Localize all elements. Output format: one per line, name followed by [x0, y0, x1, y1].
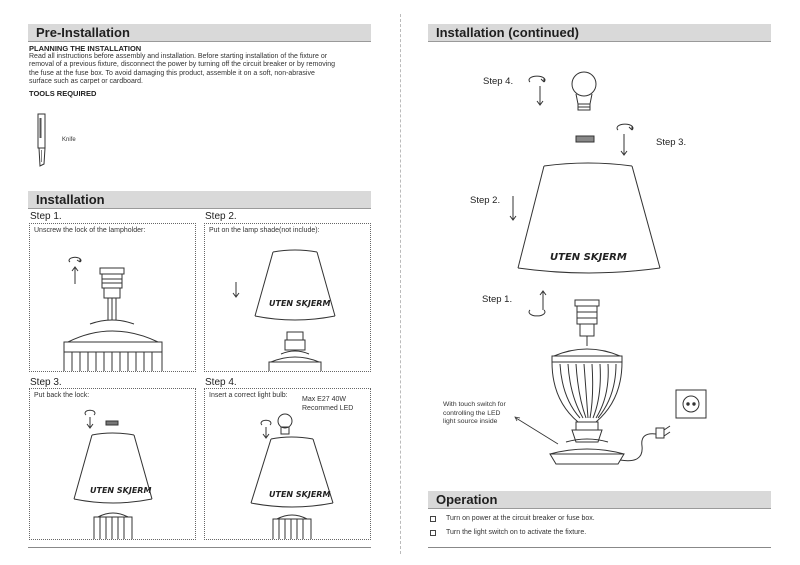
step2-shade-text: UTEN SKJERM: [269, 299, 331, 308]
operation-header: [428, 491, 771, 509]
touch-switch-note: [443, 401, 506, 427]
touch-note-line: With touch switch for: [443, 401, 506, 408]
step4-label: Insert a correct light bulb:: [209, 392, 288, 399]
step3-label: Put back the lock:: [34, 392, 90, 399]
step2-title: Step 2.: [205, 211, 237, 222]
step4-note-line2: Recommed LED: [302, 405, 354, 412]
cont-step3-title: Step 3.: [656, 137, 687, 148]
step3-title: Step 3.: [30, 377, 62, 388]
planning-line: Read all instructions before assembly and installation. Before starting installation of the fixture or: [29, 53, 328, 60]
installation-title: Installation: [36, 192, 105, 207]
step4-panel: [204, 388, 371, 540]
pre-installation-title: Pre-Installation: [36, 25, 130, 40]
installation-continued-title: Installation (continued): [436, 25, 579, 40]
knife-label: Knife: [62, 137, 76, 143]
step2-shade-illustration: [205, 224, 371, 372]
cont-step2-title: Step 2.: [470, 195, 501, 206]
step4-shade-text: UTEN SKJERM: [269, 490, 331, 499]
planning-line: surface such as carpet or cardboard.: [29, 77, 144, 85]
page-divider: [400, 14, 401, 554]
checkbox-icon: [430, 516, 436, 522]
tools-title: TOOLS REQUIRED: [29, 89, 97, 98]
step2-panel: [204, 223, 371, 372]
step1-label: Unscrew the lock of the lampholder:: [34, 227, 146, 234]
checkbox-icon: [430, 530, 436, 536]
installation-header: [28, 191, 371, 209]
operation-item: [430, 529, 586, 536]
planning-text: [29, 53, 374, 86]
step3-shade-text: UTEN SKJERM: [90, 486, 152, 495]
operation-item-text: Turn the light switch on to activate the fixture.: [446, 529, 587, 536]
cont-step4-title: Step 4.: [483, 76, 514, 87]
operation-title: Operation: [436, 492, 498, 507]
step2-label: Put on the lamp shade(not include):: [209, 227, 320, 234]
step3-lock-illustration: [30, 389, 196, 540]
step1-lamp-base-illustration: [30, 224, 196, 372]
planning-line: the fuse at the fuse box. To avoid damaging this product, assemble it on a soft, non-abrasive: [29, 69, 315, 77]
touch-note-line: light source inside: [443, 418, 498, 425]
step1-panel: [29, 223, 196, 372]
knife-icon: [34, 112, 50, 168]
step3-panel: [29, 388, 196, 540]
planning-title: PLANNING THE INSTALLATION: [29, 44, 142, 53]
pre-installation-header: [28, 24, 371, 42]
planning-line: removal of a previous fixture, disconnect the power by turning off the circuit breaker or by removing: [29, 61, 336, 69]
operation-item: [430, 515, 595, 522]
step4-title: Step 4.: [205, 377, 237, 388]
right-bottom-rule: [428, 547, 771, 548]
cont-shade-text: UTEN SKJERM: [550, 252, 627, 263]
cont-step1-title: Step 1.: [482, 294, 513, 305]
installation-continued-header: [428, 24, 771, 42]
step4-note-line1: Max E27 40W: [302, 396, 346, 403]
touch-note-line: controlling the LED: [443, 409, 501, 417]
operation-item-text: Turn on power at the circuit breaker or fuse box.: [446, 515, 595, 522]
step1-title: Step 1.: [30, 211, 62, 222]
step4-bulb-illustration: [205, 389, 371, 540]
left-bottom-rule: [28, 547, 371, 548]
